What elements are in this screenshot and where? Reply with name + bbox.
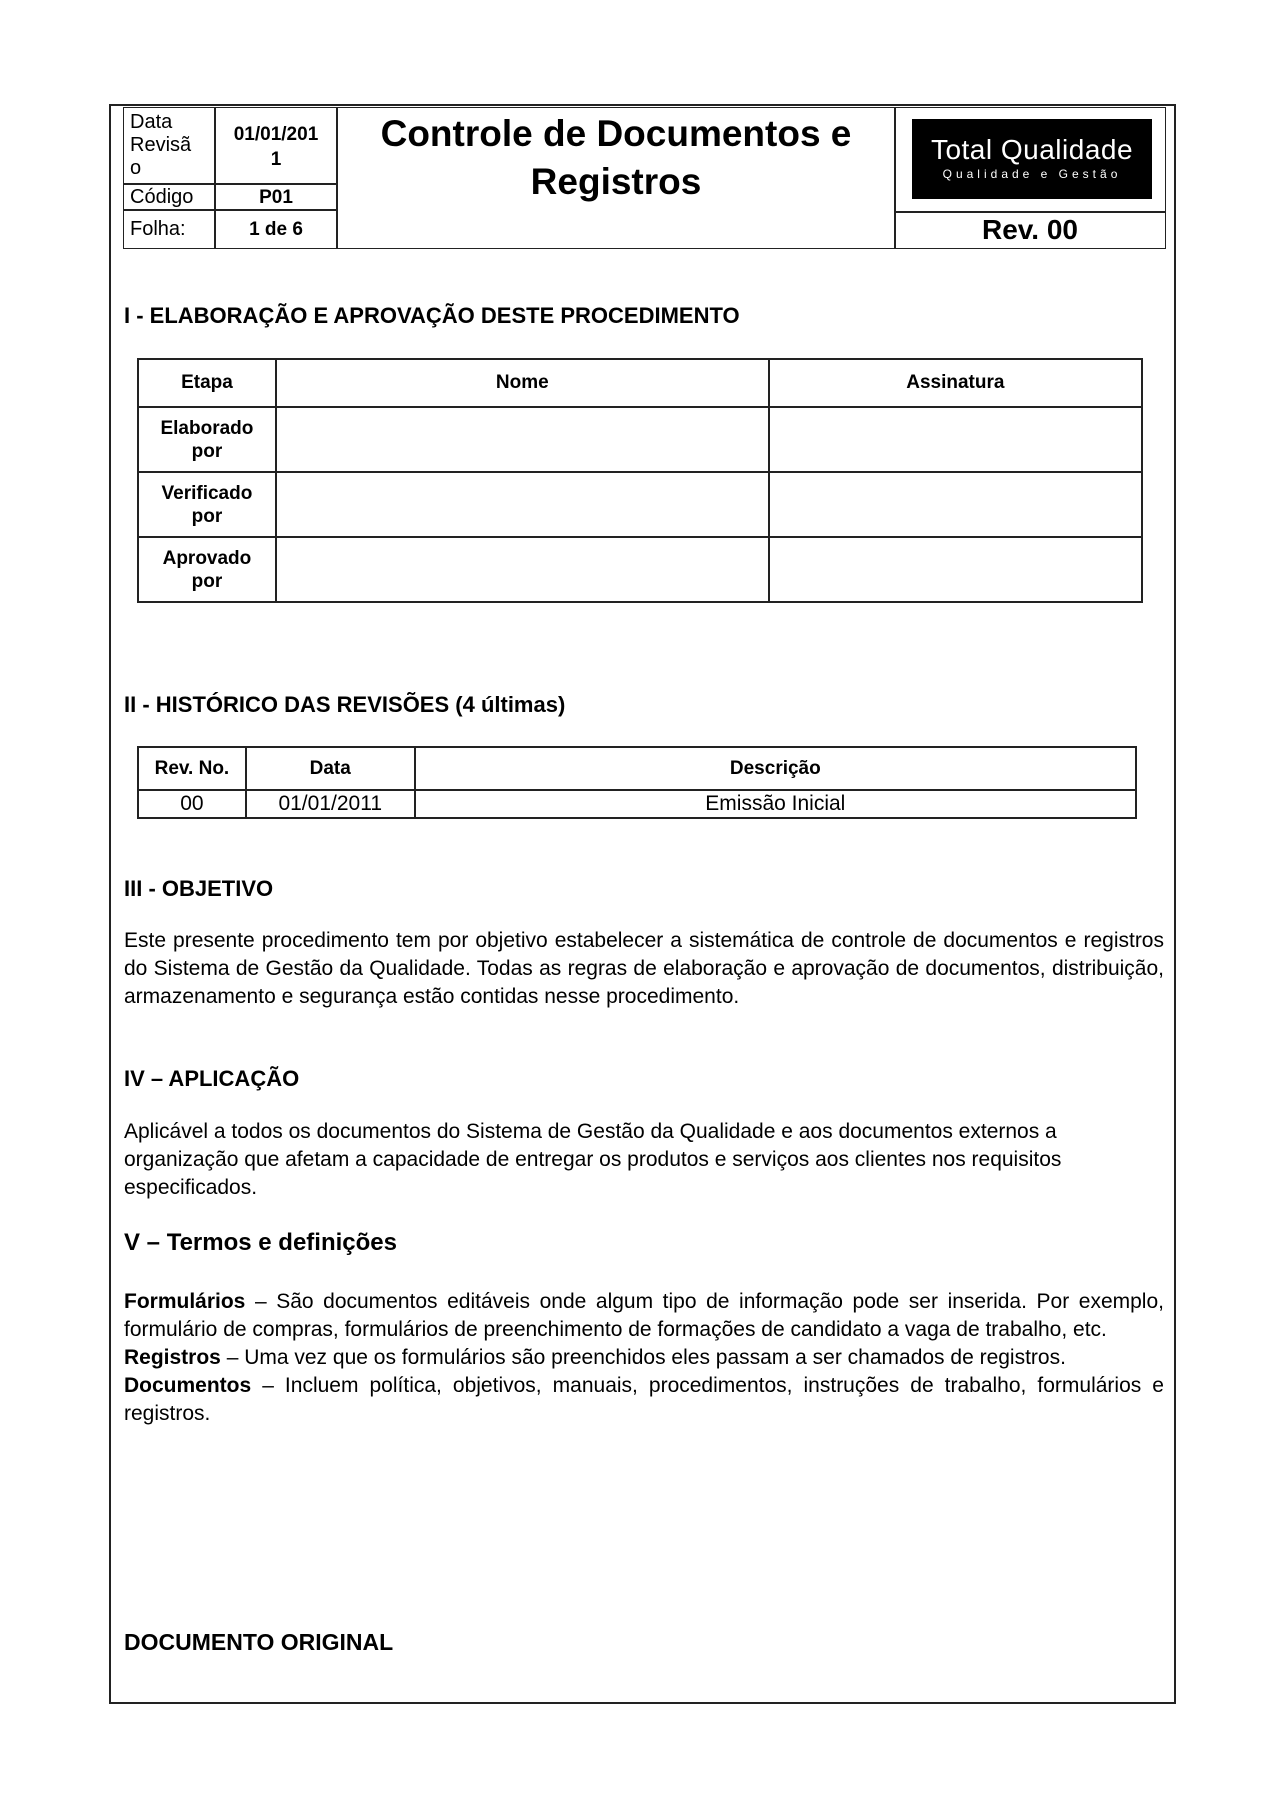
definition-item [124,1344,1164,1372]
definition-term: Documentos [124,1374,252,1397]
revision-date-value: 01/01/201 1 [233,124,319,170]
application-paragraph: Aplicável a todos os documentos do Sistema de Gestão da Qualidade e aos documentos externos a organização que afetam a capacidade de entregar os produtos e serviços aos clientes nos requisitos especificados. [124,1120,1062,1199]
approval-table [137,358,1143,603]
table-row [138,790,1136,818]
sheet-value-cell [214,209,338,249]
definition-term: Registros [124,1346,221,1369]
revision-history-header [138,747,1136,790]
column-header-data: Data [246,747,415,790]
approval-table-header [138,359,1142,407]
logo-tagline: Qualidade e Gestão [942,167,1122,181]
code-value-cell [214,183,338,211]
company-logo [912,119,1152,199]
nome-cell [276,472,769,537]
definition-text: – Incluem política, objetivos, manuais, procedimentos, instruções de trabalho, formulários e registros. [124,1374,1164,1425]
column-header-rev-no: Rev. No. [138,747,246,790]
section-1-heading: I - ELABORAÇÃO E APROVAÇÃO DESTE PROCEDIMENTO [124,303,740,328]
section-2-heading: II - HISTÓRICO DAS REVISÕES (4 últimas) [124,692,566,717]
definitions-block [124,1288,1164,1428]
assinatura-cell [769,537,1142,602]
descricao-cell: Emissão Inicial [415,790,1136,818]
title-cell [336,107,896,249]
objective-paragraph: Este presente procedimento tem por objetivo estabelecer a sistemática de controle de documentos e registros do Sistema de Gestão da Qualidade. Todas as regras de elaboração e aprovação de documentos, distribuição, armazenamento e segurança estão contidas nesse procedimento. [124,929,1164,1008]
revision-date-value-cell [214,107,338,185]
original-document-stamp: DOCUMENTO ORIGINAL [124,1629,394,1655]
data-cell: 01/01/2011 [246,790,415,818]
revision-cell [894,211,1166,249]
document-title: Controle de Documentos e Registros [380,113,852,202]
assinatura-cell [769,472,1142,537]
definition-item [124,1372,1164,1428]
section-5-heading: V – Termos e definições [124,1229,397,1256]
definition-text: – Uma vez que os formulários são preenchidos eles passam a ser chamados de registros. [220,1346,1066,1369]
etapa-cell: Aprovado por [138,537,276,602]
table-row [138,472,1142,537]
revision-date-label-cell [123,107,216,185]
assinatura-cell [769,407,1142,472]
section-3-heading: III - OBJETIVO [124,876,274,901]
table-row [138,537,1142,602]
nome-cell [276,407,769,472]
etapa-cell: Verificado por [138,472,276,537]
etapa-cell: Elaborado por [138,407,276,472]
section-4-heading: IV – APLICAÇÃO [124,1066,300,1091]
column-header-nome: Nome [276,359,769,407]
sheet-value: 1 de 6 [249,219,303,240]
definition-item [124,1288,1164,1344]
definition-term: Formulários [124,1290,246,1313]
revision-number: Rev. 00 [982,214,1078,245]
nome-cell [276,537,769,602]
revision-date-label: Data Revisã o [130,111,192,179]
revision-history-table [137,746,1137,819]
logo-name: Total Qualidade [930,134,1134,165]
column-header-etapa: Etapa [138,359,276,407]
sheet-label: Folha: [130,218,186,240]
rev-no-cell: 00 [138,790,246,818]
sheet-label-cell [123,209,216,249]
page-frame [109,104,1176,1704]
code-label: Código [130,186,194,208]
column-header-descricao: Descrição [415,747,1136,790]
table-row [138,407,1142,472]
code-value: P01 [259,187,293,208]
column-header-assinatura: Assinatura [769,359,1142,407]
definition-text: – São documentos editáveis onde algum tipo de informação pode ser inserida. Por exemplo, formulário de compras, formulários de preenchimento de formações de candidato a vaga de trabalho, etc. [124,1290,1164,1341]
code-label-cell [123,183,216,211]
